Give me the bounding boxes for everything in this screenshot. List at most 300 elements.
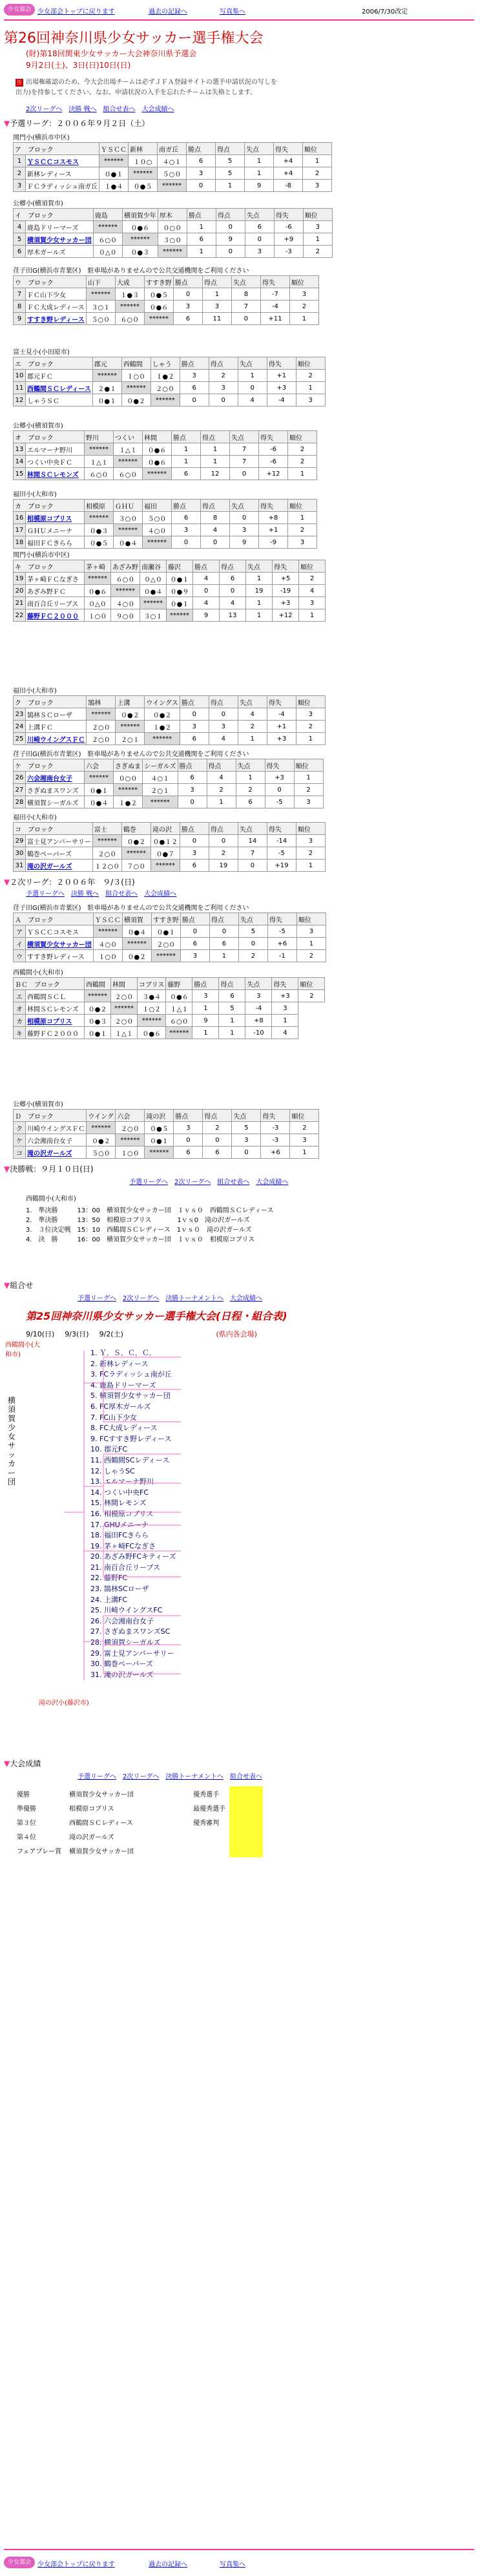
score-cell: 9 [245, 180, 274, 192]
score-cell: 8 [201, 512, 230, 524]
score-cell: １●２ [145, 721, 180, 733]
bottom-link-home[interactable]: 少女部会トップに戻ります [37, 2561, 115, 2568]
team-name[interactable]: ＦＣ大成レディース [26, 301, 87, 313]
score-cell: +4 [274, 167, 303, 180]
column-header: 南ガ丘 [158, 143, 187, 155]
score-cell: 0 [231, 313, 260, 325]
team-name[interactable]: 滝の沢ガールズ [26, 1146, 87, 1159]
score-cell: 3 [209, 382, 238, 394]
schedule-team: 16. 相模原コブリス [90, 1509, 154, 1518]
nav-link[interactable]: 組合せ表へ [229, 1773, 262, 1780]
table-row [14, 784, 324, 796]
nav-link[interactable]: 決勝 戦へ [71, 891, 99, 898]
score-cell: -14 [267, 835, 296, 847]
column-header: シーガルズ [143, 759, 178, 772]
score-cell: 1 [201, 456, 230, 468]
table-header-row [14, 1110, 319, 1122]
score-cell: 2 [298, 990, 325, 1002]
score-cell: １０○ [129, 155, 158, 167]
score-cell: 2 [209, 847, 238, 860]
score-cell: 7 [230, 443, 259, 456]
score-cell: 4 [193, 597, 220, 609]
table-row [14, 301, 319, 313]
score-cell: 0 [201, 536, 230, 549]
score-cell: -5 [267, 925, 296, 938]
row-number: 10 [14, 370, 26, 382]
schedule-team: 29. 富士見アンバーサリー [90, 1649, 174, 1658]
score-cell: ２○０ [87, 733, 116, 745]
score-cell: 2 [288, 456, 317, 468]
results-table [13, 1786, 263, 1857]
team-name[interactable]: 福田ＦＣきらら [26, 536, 85, 549]
team-name[interactable]: しゃうＳＣ [26, 394, 93, 406]
score-cell: 3 [173, 301, 202, 313]
schedule-team: 26. 六会湘南台女子 [90, 1616, 154, 1625]
score-cell: -1 [267, 950, 296, 962]
team-name[interactable]: ＹＳＣＣコスモス [26, 925, 94, 938]
award-team: 滝の沢ガールズ [69, 1833, 114, 1841]
section-combo: ▼組合せ [4, 1281, 34, 1290]
score-cell: +6 [267, 938, 296, 950]
score-cell: 6 [209, 938, 238, 950]
score-cell: 6 [173, 313, 202, 325]
team-name[interactable]: 滝の沢ガールズ [26, 860, 93, 872]
nav-link[interactable]: 決勝 戦へ [68, 106, 97, 113]
team-name[interactable]: 林間ＳＣレモンズ [26, 468, 85, 480]
column-header: ＹＳＣＣ [99, 143, 129, 155]
bottom-link-archive[interactable]: 過去の記録へ [149, 2561, 187, 2568]
column-header: 得点 [203, 1110, 232, 1122]
table-row [14, 313, 319, 325]
score-cell: ０●６ [122, 221, 158, 233]
score-cell: 3 [174, 1122, 203, 1134]
row-number: キ [14, 1027, 26, 1039]
team-name[interactable]: 藤野ＦＣ２０００ [26, 1027, 85, 1039]
team-name[interactable]: エルマーナ野川 [26, 443, 85, 456]
column-header: キ ブロック [14, 560, 85, 573]
column-header: 勝点 [178, 759, 207, 772]
score-cell: ０●１ [85, 1027, 111, 1039]
row-number: オ [14, 1002, 26, 1015]
page-title: 第26回神奈川県少女サッカー選手権大会 [4, 30, 264, 47]
column-header: 勝点 [180, 913, 209, 925]
column-header: 勝点 [172, 500, 201, 512]
team-name[interactable]: 鶴巻ペーパーズ [26, 847, 93, 860]
score-cell: 3 [209, 721, 238, 733]
score-cell: -5 [265, 796, 294, 808]
score-cell: -3 [261, 1134, 290, 1146]
final-row: 1. 準決勝 13：00 横須賀少女サッカー団 １ｖｓ０ 西鶴間ＳＣレディース [26, 1207, 274, 1214]
section-second: ▼２次リーグ：２００６年 ９/３(日) [4, 878, 135, 887]
nav-link[interactable]: 2次リーグへ [123, 1295, 160, 1302]
row-number: 17 [14, 524, 26, 536]
nav-prelim [26, 103, 181, 113]
score-cell: 2 [296, 721, 325, 733]
score-cell: +3 [265, 772, 294, 784]
team-name[interactable]: 厚木ガールズ [26, 246, 94, 258]
column-header: 富士 [92, 823, 121, 835]
score-cell: 1 [172, 443, 201, 456]
team-name[interactable]: ＦＣラディッシュ南ガ丘 [26, 180, 99, 192]
score-cell: １△１ [111, 1027, 138, 1039]
block-table-2b [13, 977, 325, 1039]
score-cell: 3 [245, 990, 272, 1002]
score-cell: 4 [220, 597, 246, 609]
team-name[interactable]: 相模原コブリス [26, 512, 85, 524]
row-number: 28 [14, 796, 26, 808]
nav-link[interactable]: 組合せ表へ [103, 106, 136, 113]
team-name[interactable]: 鵠林ＳＣローザ [26, 708, 87, 721]
table-row [14, 990, 325, 1002]
column-header: 得失 [265, 759, 294, 772]
team-name[interactable]: 富士見アンバーサリー [26, 835, 93, 847]
team-name[interactable]: すすき野レディース [26, 313, 87, 325]
score-cell: 2 [294, 784, 323, 796]
score-cell: 2 [290, 1122, 319, 1134]
column-header: イ ブロック [14, 209, 94, 221]
score-cell: 2 [303, 167, 332, 180]
column-header: 福田 [143, 500, 172, 512]
score-cell: +1 [267, 721, 296, 733]
team-name[interactable]: 横須賀シーガルズ [26, 796, 85, 808]
score-cell: ５○０ [143, 512, 172, 524]
score-cell: 3 [172, 524, 201, 536]
column-header: 失点 [236, 759, 265, 772]
score-cell: 6 [180, 938, 209, 950]
score-cell: １○０ [116, 1146, 145, 1159]
award-label: 最優秀選手 [193, 1805, 226, 1813]
nav-results [78, 1771, 269, 1780]
row-number: 7 [14, 288, 26, 301]
score-cell: ６○０ [166, 1015, 192, 1027]
score-cell: 11 [202, 313, 231, 325]
column-header: カ ブロック [14, 500, 85, 512]
nav-link[interactable]: 予選リーグへ [78, 1295, 116, 1302]
score-cell: 0 [209, 708, 238, 721]
top-rule [4, 19, 474, 21]
block-table-2d [13, 1109, 319, 1159]
self-cell: ****** [138, 1015, 166, 1027]
logo[interactable]: 少女部会 [4, 4, 35, 16]
score-cell: +3 [267, 382, 296, 394]
column-header: 横須賀 [122, 913, 151, 925]
score-cell: 13 [220, 609, 246, 622]
column-header: 六会 [85, 759, 114, 772]
score-cell: -6 [259, 456, 288, 468]
team-name[interactable]: 川崎ウイングスＦＣ [26, 1122, 87, 1134]
score-cell: ０●２ [121, 394, 151, 406]
row-number: 6 [14, 246, 26, 258]
top-link-home[interactable]: 少女部会トップに戻ります [37, 8, 115, 16]
score-cell: 2 [296, 950, 326, 962]
column-header: 勝点 [193, 560, 220, 573]
score-cell: ２○０ [111, 1015, 138, 1027]
score-cell: ０△０ [140, 573, 167, 585]
table-row [14, 925, 326, 938]
team-name[interactable]: 郡元ＦＣ [26, 370, 93, 382]
nav-link[interactable]: 組合せ表へ [217, 1179, 250, 1186]
self-cell: ****** [121, 382, 151, 394]
score-cell: １△１ [166, 1002, 192, 1015]
row-number: 11 [14, 382, 26, 394]
team-name[interactable]: すすき野レディース [26, 950, 94, 962]
schedule-team: 31. 滝の沢ガールズ [90, 1670, 154, 1679]
team-name[interactable]: 西鶴間ＳＣレディース [26, 382, 93, 394]
team-name[interactable]: 新林レディース [26, 167, 99, 180]
table-row [14, 443, 317, 456]
team-name[interactable]: ＦＣ山下少女 [26, 288, 87, 301]
self-cell: ****** [151, 950, 180, 962]
score-cell: 3 [232, 1134, 261, 1146]
score-cell: ０●１ [167, 573, 193, 585]
score-cell: 6 [172, 468, 201, 480]
column-header: 得点 [207, 759, 236, 772]
score-cell: ０●７ [151, 847, 180, 860]
team-name[interactable]: 林間ＳＣレモンズ [26, 1002, 85, 1015]
score-cell: １●２ [151, 370, 180, 382]
column-header: さぎぬま [114, 759, 143, 772]
score-cell: 1 [296, 860, 325, 872]
column-header: Ａ ブロック [14, 913, 94, 925]
score-cell: ２○１ [143, 784, 178, 796]
score-cell: ０△０ [85, 597, 111, 609]
column-header: 上溝 [116, 696, 145, 708]
nav-link[interactable]: 決勝トーナメントへ [165, 1773, 223, 1780]
score-cell: +6 [261, 1146, 290, 1159]
score-cell: ３○１ [140, 609, 167, 622]
column-header: ク ブロック [14, 696, 87, 708]
award-label: フェアプレー賞 [17, 1848, 62, 1855]
award-label: 準優勝 [17, 1805, 36, 1813]
score-cell: +12 [259, 468, 288, 480]
score-cell: 3 [296, 394, 325, 406]
venue-label: 福田小(大和市) [13, 491, 57, 498]
team-name[interactable]: ＹＳＣＣコスモス [26, 155, 99, 167]
self-cell: ****** [93, 925, 122, 938]
score-cell: +4 [274, 155, 303, 167]
column-header: 山下 [86, 276, 115, 288]
column-header: 得失 [267, 357, 296, 370]
column-header: 得点 [201, 500, 230, 512]
self-cell: ****** [151, 860, 180, 872]
nav-link[interactable]: 予選リーグへ [26, 891, 65, 898]
column-header: 失点 [238, 696, 267, 708]
team-name[interactable]: 相模原コブリス [26, 1015, 85, 1027]
score-cell: ２●１ [92, 382, 121, 394]
score-cell: 2 [236, 784, 265, 796]
block-table-2a [13, 913, 326, 962]
nav-link[interactable]: 2次リーグへ [26, 106, 63, 113]
table-row [14, 597, 326, 609]
row-number: 1 [14, 155, 26, 167]
team-name[interactable]: 横須賀少女サッカー団 [26, 233, 94, 246]
column-header: オ ブロック [14, 431, 85, 443]
score-cell: 0 [203, 1134, 232, 1146]
score-cell: 2 [299, 573, 326, 585]
score-cell: -4 [267, 394, 296, 406]
score-cell: 1 [299, 609, 326, 622]
score-cell: 3 [245, 246, 274, 258]
column-header: 失点 [238, 913, 267, 925]
row-number: 4 [14, 221, 26, 233]
score-cell: 19 [246, 585, 273, 597]
score-cell: 1 [245, 167, 274, 180]
score-cell: 1 [202, 288, 231, 301]
column-header: 郡元 [92, 357, 121, 370]
column-header: 勝点 [180, 696, 209, 708]
team-name[interactable]: 上溝ＦＣ [26, 721, 87, 733]
nav-link[interactable]: 予選リーグへ [129, 1179, 168, 1186]
team-name[interactable]: 南百合丘リーブス [26, 597, 85, 609]
self-cell: ****** [114, 784, 143, 796]
block-table-c [13, 275, 319, 325]
self-cell: ****** [92, 370, 121, 382]
column-header: 鹿島 [93, 209, 122, 221]
score-cell: -3 [261, 1122, 290, 1134]
score-cell: ３○０ [114, 512, 143, 524]
score-cell: 0 [209, 925, 238, 938]
event-dates: 9月2日(土)、3日(日)10日(日) [26, 61, 131, 70]
score-cell: 0 [193, 585, 220, 597]
top-link-archive[interactable]: 過去の記録へ [149, 8, 187, 16]
score-cell: 3 [289, 288, 318, 301]
bottom-link-photos[interactable]: 写真集へ [220, 2561, 245, 2568]
self-cell: ****** [114, 524, 143, 536]
self-cell: ****** [85, 443, 114, 456]
row-number: 9 [14, 313, 26, 325]
nav-link[interactable]: 2次リーグへ [123, 1773, 160, 1780]
column-header: 勝点 [172, 431, 201, 443]
schedule-team: 21. 南百合丘リーブス [90, 1563, 160, 1572]
team-name[interactable]: 鹿島ドリーマーズ [26, 221, 94, 233]
team-name[interactable]: ＧＨＵメニーナ [26, 524, 85, 536]
schedule-team: 30. 鶴巻ペーパーズ [90, 1660, 153, 1669]
table-row [14, 180, 332, 192]
column-header: 得失 [259, 500, 288, 512]
nav-link[interactable]: 組合せ表へ [105, 891, 138, 898]
table-row [14, 233, 333, 246]
table-row [14, 1134, 319, 1146]
team-name[interactable]: 茅ヶ崎ＦＣなぎさ [26, 573, 85, 585]
score-cell: 0 [216, 246, 245, 258]
table-row [14, 288, 319, 301]
row-number: 2 [14, 167, 26, 180]
award-label: 第４位 [17, 1833, 36, 1841]
table-row [14, 468, 317, 480]
row-number: 31 [14, 860, 26, 872]
score-cell: ０●４ [85, 796, 114, 808]
team-name[interactable]: 藤野ＦＣ２０００ [26, 609, 85, 622]
score-cell: ２○０ [116, 1122, 145, 1134]
self-cell: ****** [121, 847, 151, 860]
score-cell: ０○０ [114, 772, 143, 784]
score-cell: +19 [267, 860, 296, 872]
row-number: 5 [14, 233, 26, 246]
score-cell: ６○０ [111, 573, 140, 585]
final-row: 3. ３位決定戦 15：10 西鶴間ＳＣレディース 1ｖｓ０ 滝の沢ガールズ [26, 1227, 252, 1234]
schedule-team: 7. FC山下少女 [90, 1413, 137, 1422]
score-cell: ４○０ [111, 597, 140, 609]
score-cell: 1 [219, 1027, 245, 1039]
score-cell: 3 [290, 1134, 319, 1146]
score-cell: 6 [203, 1146, 232, 1159]
score-cell: 1 [294, 772, 323, 784]
team-name[interactable]: 横須賀少女サッカー団 [26, 938, 94, 950]
table-row [14, 456, 317, 468]
self-cell: ****** [99, 155, 129, 167]
score-cell: 0 [216, 221, 245, 233]
section-results: ▼大会成績 [4, 1759, 41, 1768]
self-cell: ****** [85, 990, 111, 1002]
column-header: 滝の沢 [151, 823, 180, 835]
score-cell: +3 [272, 990, 298, 1002]
column-header: 順位 [294, 759, 323, 772]
nav-link[interactable]: 大会成績へ [229, 1295, 262, 1302]
table-header-row [14, 357, 326, 370]
warning-icon: 注 [17, 79, 22, 85]
team-name[interactable]: 川崎ウイングスＦＣ [26, 733, 87, 745]
table-row [14, 1146, 319, 1159]
nav-link[interactable]: 大会成績へ [144, 891, 177, 898]
score-cell: ０●１ [167, 597, 193, 609]
score-cell: ０●４ [140, 585, 167, 597]
team-name[interactable]: つくい中央ＦＣ [26, 456, 85, 468]
score-cell: 0 [238, 938, 267, 950]
nav-link[interactable]: 大会成績へ [256, 1179, 289, 1186]
nav-link[interactable]: 予選リーグへ [78, 1773, 116, 1780]
top-link-photos[interactable]: 写真集へ [220, 8, 245, 16]
logo[interactable]: 少女部会 [4, 2557, 35, 2568]
row-number: 20 [14, 585, 26, 597]
schedule-team: 22. 藤野FC [90, 1574, 127, 1583]
row-number: 15 [14, 468, 26, 480]
award-team: 相模原コブリス [69, 1805, 114, 1813]
nav-link[interactable]: 決勝トーナメントへ [165, 1295, 223, 1302]
score-cell: 1 [246, 609, 273, 622]
score-cell: -6 [259, 443, 288, 456]
team-name[interactable]: さぎぬまスワンズ [26, 784, 85, 796]
award-value [229, 1843, 263, 1857]
row-number: 21 [14, 597, 26, 609]
score-cell: １○０ [93, 950, 122, 962]
self-cell: ****** [116, 721, 145, 733]
score-cell: ０●６ [143, 443, 172, 456]
column-header: 順位 [296, 696, 325, 708]
self-cell: ****** [85, 512, 114, 524]
score-cell: 3 [192, 990, 219, 1002]
nav-link[interactable]: 2次リーグへ [174, 1179, 211, 1186]
score-cell: 6 [180, 733, 209, 745]
score-cell: 6 [187, 155, 216, 167]
score-cell: ２○０ [87, 721, 116, 733]
column-header: 失点 [230, 500, 259, 512]
row-number: イ [14, 938, 26, 950]
team-name[interactable]: 西鶴間ＳＣＬ [26, 990, 85, 1002]
score-cell: 1 [207, 796, 236, 808]
team-name[interactable]: あざみ野ＦＣ [26, 585, 85, 597]
team-name[interactable]: 六会湘南台女子 [26, 772, 85, 784]
column-header: 藤沢 [167, 560, 193, 573]
column-header: 得失 [274, 143, 303, 155]
table-row [14, 155, 332, 167]
nav-link[interactable]: 大会成績へ [141, 106, 174, 113]
self-cell: ****** [92, 835, 121, 847]
column-header: すすき野 [144, 276, 173, 288]
team-name[interactable]: 六会湘南台女子 [26, 1134, 87, 1146]
table-row [14, 1122, 319, 1134]
score-cell: ６○０ [115, 313, 144, 325]
column-header: 得失 [260, 276, 289, 288]
